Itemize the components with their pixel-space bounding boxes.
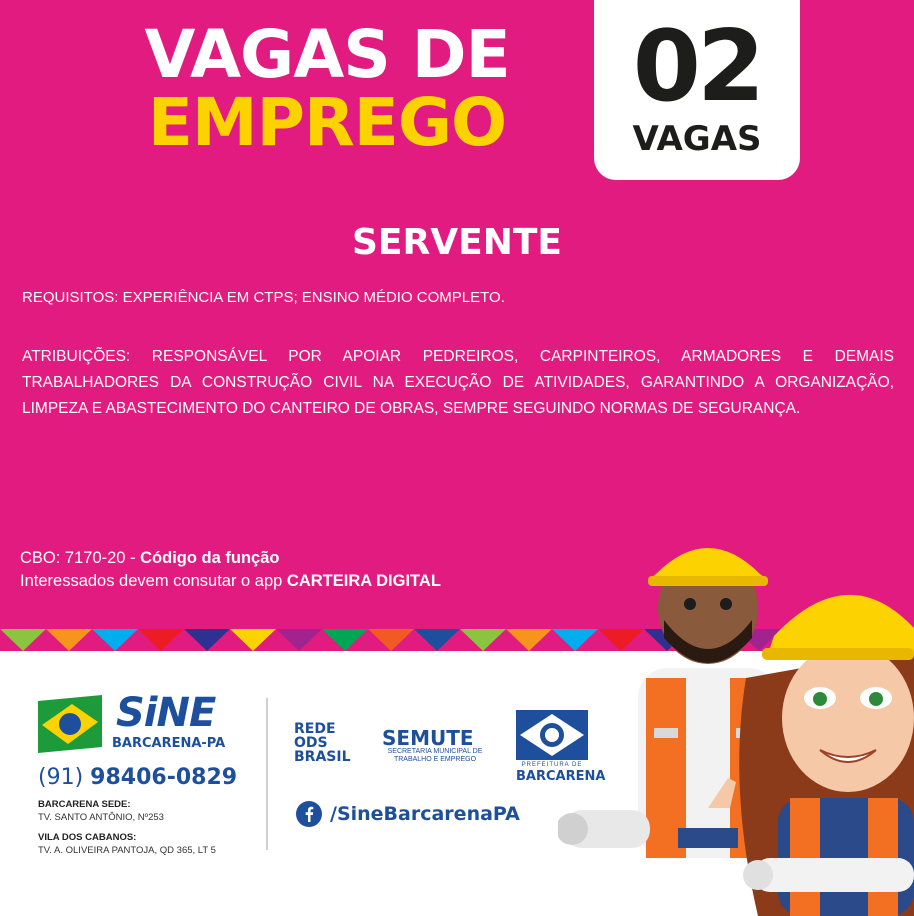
consult-app-name: CARTEIRA DIGITAL: [286, 572, 441, 590]
vacancy-count-number: 02: [632, 10, 762, 124]
title-line2: EMPREGO: [147, 84, 507, 161]
cbo-label: Código da função: [140, 549, 280, 567]
facebook-handle[interactable]: /SineBarcarenaPA: [330, 803, 520, 825]
semute-subtitle: SECRETARIA MUNICIPAL DE TRABALHO E EMPREGO: [387, 748, 483, 763]
address2-title: VILA DOS CABANOS:: [38, 832, 137, 843]
vacancy-count-box: [594, 0, 800, 180]
rede-line3: BRASIL: [294, 749, 351, 765]
job-attributions: ATRIBUIÇÕES: RESPONSÁVEL POR APOIAR PEDREIROS, CARPINTEIROS, ARMADORES E DEMAIS TRABALHADORES DA CONSTRUÇÃO CIVIL NA EXECUÇÃO DE ATIVIDADES, GARANTINDO A ORGANIZAÇÃO, LIMPEZA E ABASTECIMENTO DO CANTEIRO DE OBRAS, SEMPRE SEGUINDO NORMAS DE SEGURANÇA.: [22, 348, 894, 417]
phone-digits: 98406-0829: [90, 765, 238, 790]
address1-text: TV. SANTO ANTÔNIO, Nº253: [38, 812, 164, 823]
address2-text: TV. A. OLIVEIRA PANTOJA, QD 365, LT 5: [38, 845, 216, 856]
job-title: SERVENTE: [352, 222, 562, 263]
prefeitura-label: PREFEITURA DE: [521, 762, 583, 768]
phone-area-code: (91): [38, 765, 91, 790]
brazil-flag-icon: [38, 695, 102, 753]
facebook-icon[interactable]: [296, 801, 322, 827]
cbo-line: [20, 549, 279, 568]
job-requirements: REQUISITOS: EXPERIÊNCIA EM CTPS; ENSINO MÉDIO COMPLETO.: [22, 289, 505, 306]
footer-divider: [266, 698, 268, 850]
phone-number[interactable]: [38, 765, 237, 790]
address1-title: BARCARENA SEDE:: [38, 799, 131, 810]
semute-logo: SEMUTE: [382, 726, 474, 750]
rede-ods-logo: [294, 722, 351, 764]
prefeitura-name: BARCARENA: [516, 769, 606, 784]
sine-city: BARCARENA-PA: [112, 736, 226, 751]
vacancy-count-label: VAGAS: [632, 119, 762, 159]
sine-logo-text: SiNE: [116, 690, 216, 736]
title-line1: VAGAS DE: [144, 16, 510, 93]
rede-line1: REDE: [294, 721, 336, 737]
consult-text: Interessados devem consutar o app: [20, 572, 287, 590]
poster-title: [112, 16, 542, 161]
consult-line: [20, 572, 441, 591]
construction-workers-illustration: [558, 528, 914, 916]
cbo-code: CBO: 7170-20 -: [20, 549, 141, 567]
rede-line2: ODS: [294, 735, 328, 751]
